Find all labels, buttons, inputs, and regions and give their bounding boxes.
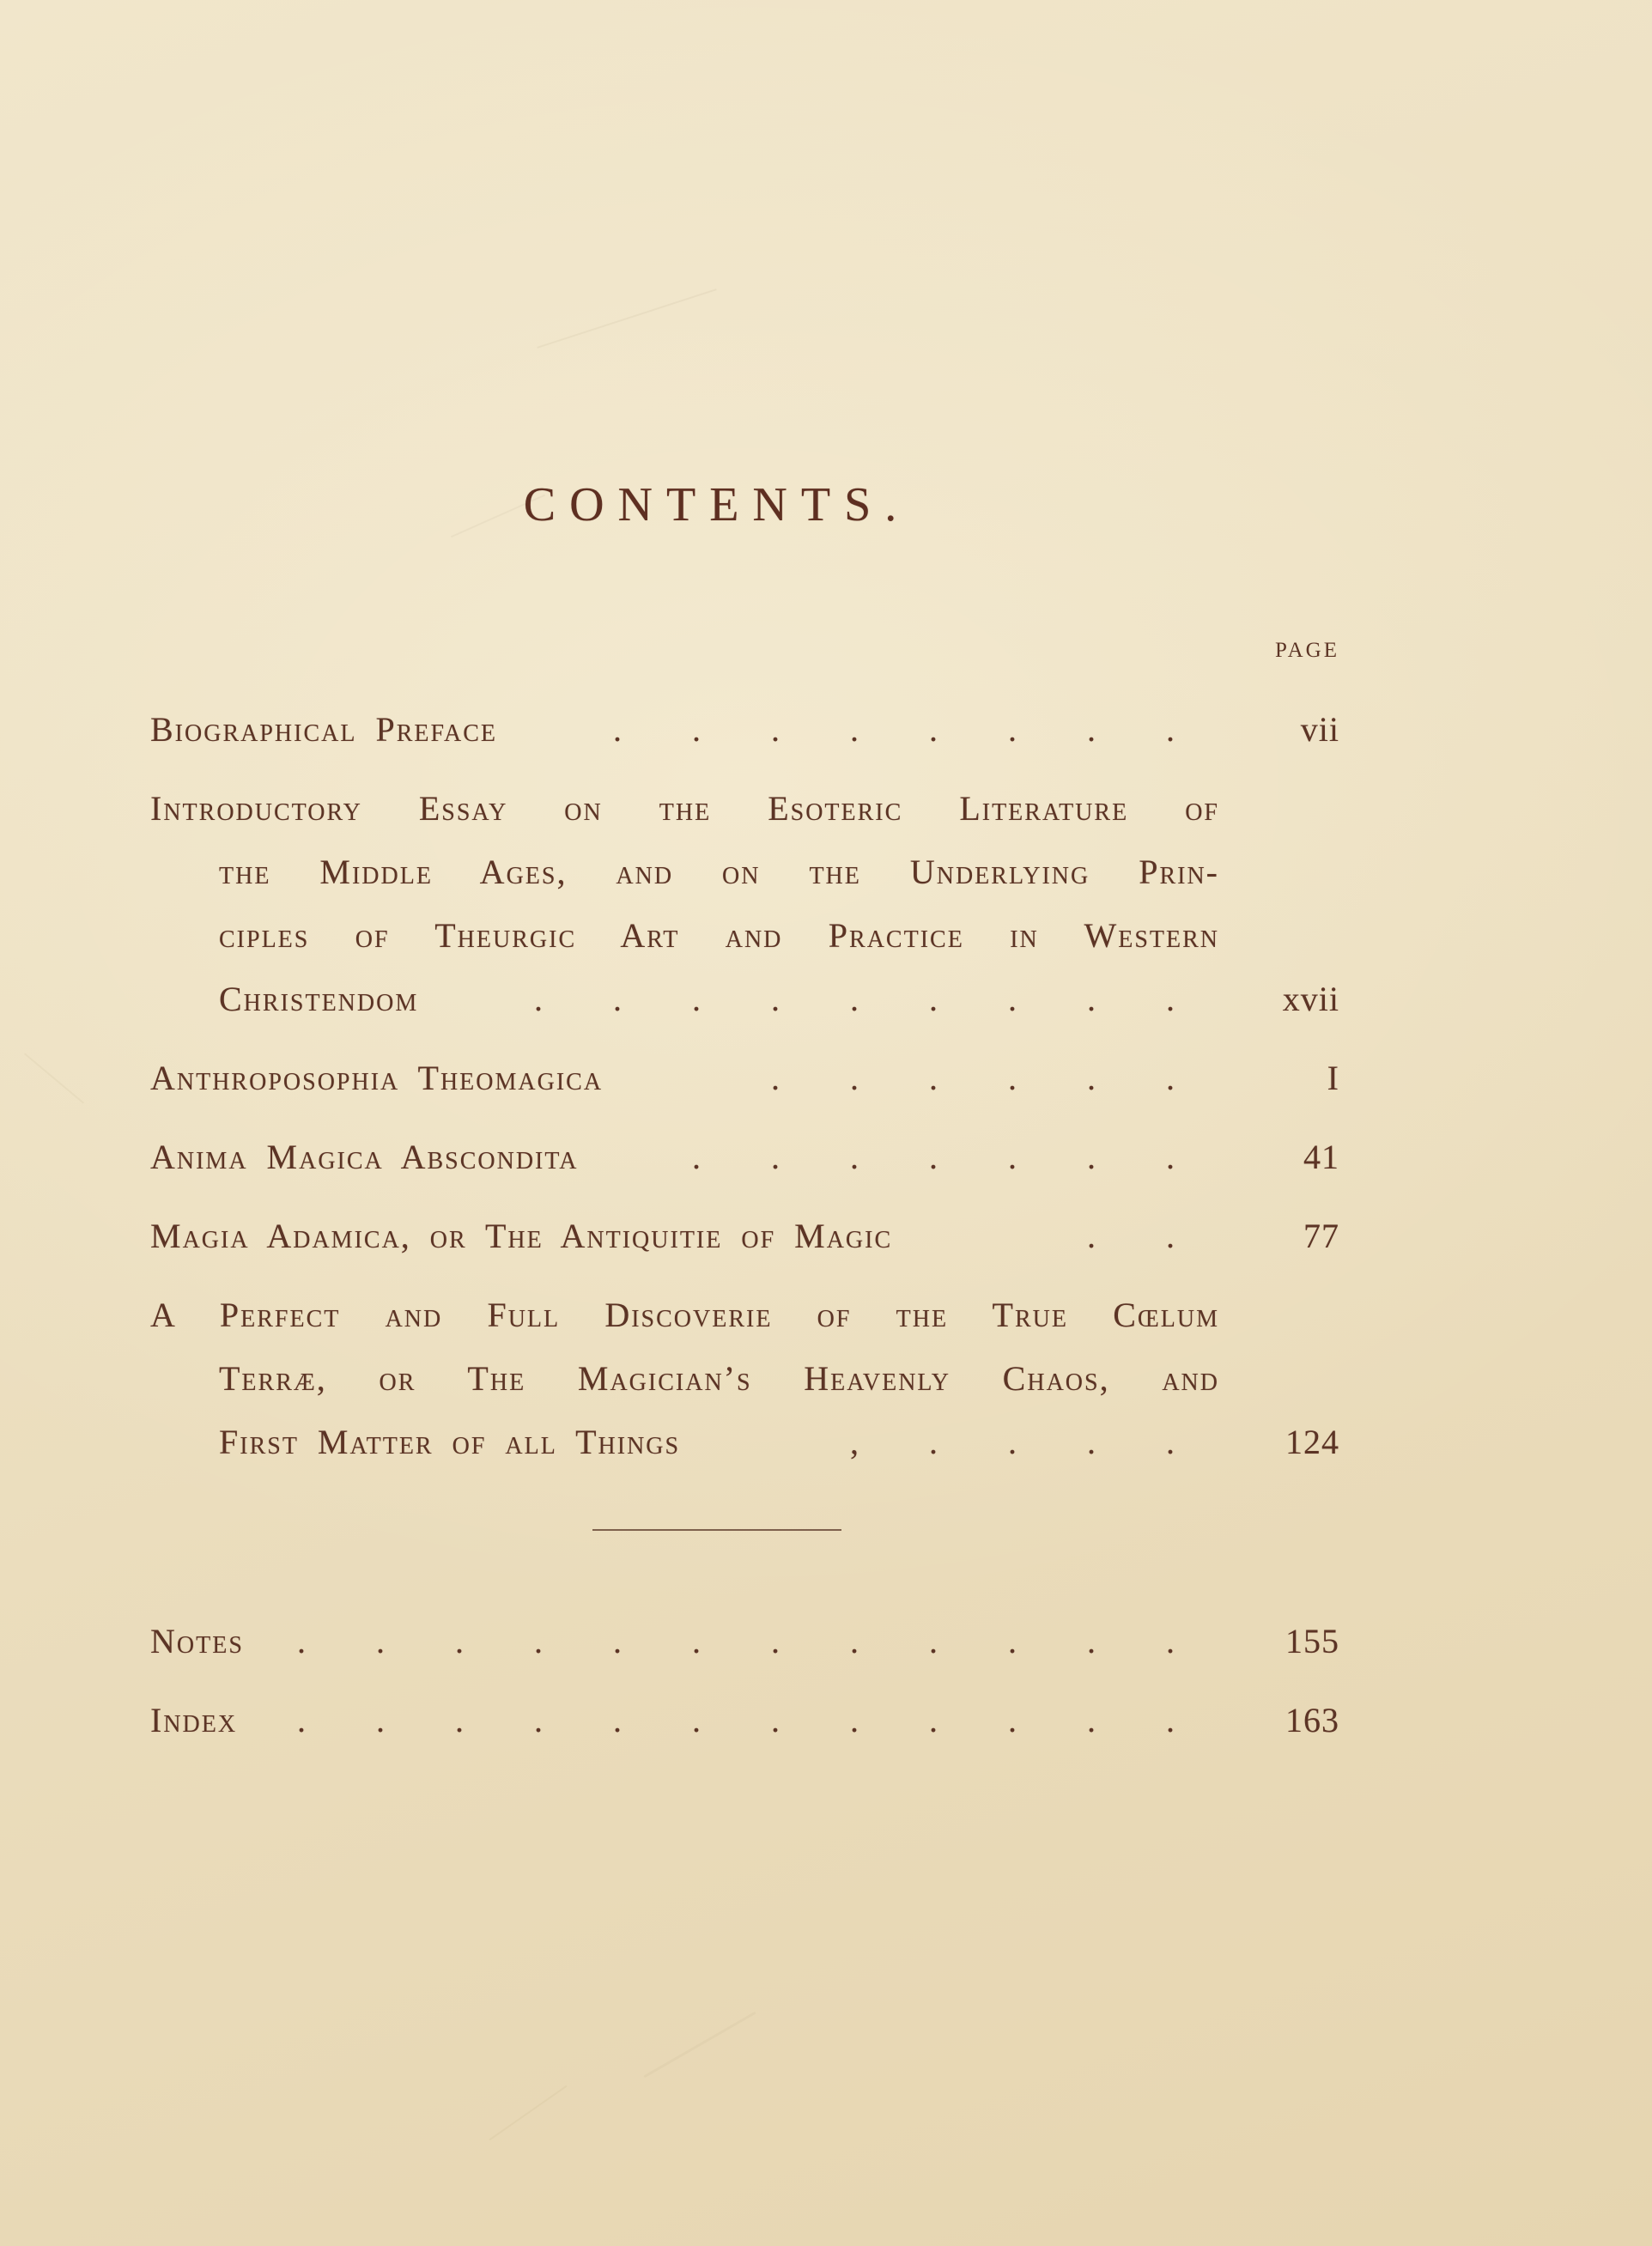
toc-entry	[150, 1126, 1339, 1189]
page-number: vii	[1300, 710, 1339, 749]
entry-label: Magia Adamica, or The Antiquitie of Magic	[150, 1217, 893, 1255]
leader-dots: . . . . . . . . .	[534, 980, 1175, 1018]
entry-line: Terræ, or The Magician’s Heavenly Chaos, and	[219, 1359, 1219, 1398]
entry-label: Notes	[150, 1622, 244, 1660]
leader-dots: . . . . . . .	[692, 1138, 1175, 1176]
entry-label: Christendom	[219, 980, 419, 1018]
entry-line	[150, 1126, 1339, 1189]
page-title: CONTENTS.	[523, 478, 911, 531]
toc-entry	[150, 1047, 1339, 1110]
title-wrap	[150, 475, 1284, 535]
leader-dots: , . . . .	[850, 1423, 1175, 1461]
entry-line	[150, 1610, 1339, 1673]
leader-dots: . . . . . . . . . . . .	[297, 1701, 1175, 1739]
page-number: 155	[1285, 1622, 1339, 1660]
toc-entry	[150, 1284, 1339, 1474]
entry-label: First Matter of all Things	[219, 1423, 681, 1461]
leader-dots: . .	[1087, 1217, 1175, 1255]
entry-label: Anima Magica Abscondita	[150, 1138, 579, 1176]
toc-entry	[150, 698, 1339, 762]
entry-line: Introductory Essay on the Esoteric Literature of	[150, 789, 1219, 828]
paper-scuff	[537, 288, 717, 349]
toc-entry	[150, 1689, 1339, 1752]
entry-label: Biographical Preface	[150, 710, 497, 749]
page-column-header: PAGE	[1275, 639, 1339, 662]
page-number: 77	[1303, 1217, 1339, 1255]
entry-line: ciples of Theurgic Art and Practice in Western	[219, 916, 1219, 955]
entry-line	[150, 1047, 1339, 1110]
page-number: I	[1327, 1059, 1339, 1097]
paper-scuff	[489, 2085, 567, 2141]
entry-label: Anthroposophia Theomagica	[150, 1059, 604, 1097]
toc-entry	[150, 777, 1339, 1031]
toc-entry	[150, 1205, 1339, 1268]
separator-rule	[592, 1529, 841, 1531]
front-entries-list	[150, 698, 1339, 1474]
entry-line	[150, 698, 1339, 762]
paper-scuff	[643, 2012, 756, 2079]
leader-dots: . . . . . .	[771, 1059, 1175, 1097]
leader-dots: . . . . . . . . . . . .	[297, 1622, 1175, 1660]
entry-label: Index	[150, 1701, 238, 1739]
entry-line: A Perfect and Full Discoverie of the True Cœlum	[150, 1296, 1219, 1334]
paper-scuff	[24, 1053, 84, 1103]
entry-line: the Middle Ages, and on the Underlying Prin-	[219, 853, 1219, 891]
toc-entry	[150, 1610, 1339, 1673]
back-entries-list	[150, 1610, 1339, 1752]
page-number: 41	[1303, 1138, 1339, 1176]
entry-line	[219, 1411, 1339, 1474]
page-number: 163	[1285, 1701, 1339, 1739]
entry-line	[150, 1205, 1339, 1268]
page-number: xvii	[1282, 980, 1339, 1018]
leader-dots: . . . . . . . .	[613, 710, 1175, 749]
entry-line	[219, 968, 1339, 1031]
page-number: 124	[1285, 1423, 1339, 1461]
table-of-contents	[150, 475, 1339, 1768]
entry-line	[150, 1689, 1339, 1752]
rule-wrap	[150, 1529, 1284, 1531]
